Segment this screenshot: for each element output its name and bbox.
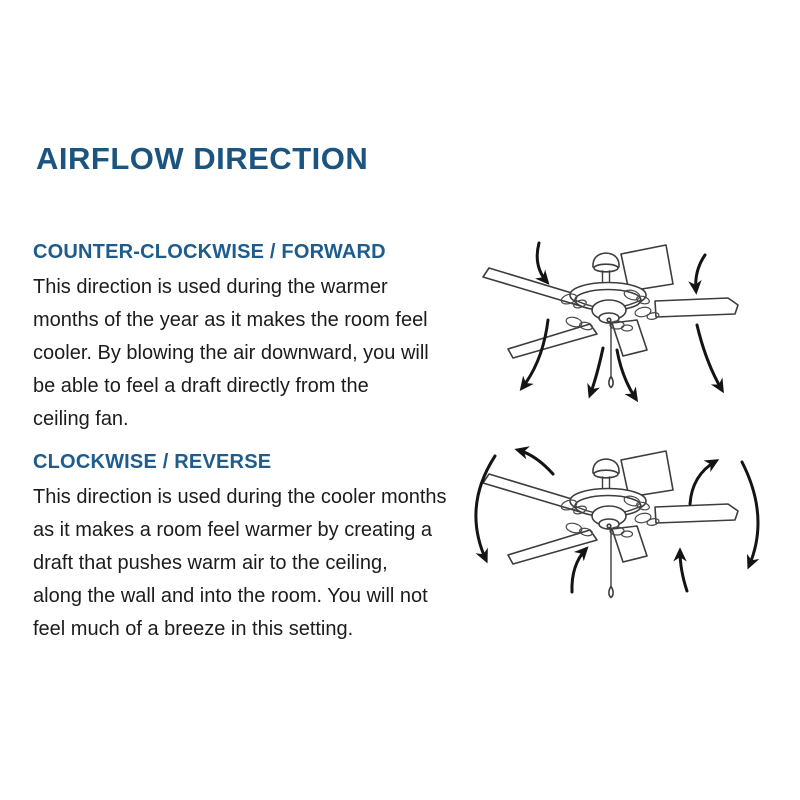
- section-heading-counter-clockwise: COUNTER-CLOCKWISE / FORWARD: [33, 241, 386, 263]
- up-arrow-icon: [518, 450, 553, 474]
- body-text-line: This direction is used during the cooler months: [33, 486, 447, 508]
- down-arrow-icon: [590, 348, 603, 395]
- ceiling-fan-downward-airflow-illustration: [458, 238, 798, 448]
- down-arrow-icon: [697, 325, 722, 390]
- body-text-line: as it makes a room feel warmer by creating a: [33, 519, 433, 541]
- up-arrow-icon: [690, 461, 716, 504]
- body-text-line: feel much of a breeze in this setting.: [33, 618, 354, 640]
- body-text-line: draft that pushes warm air to the ceiling,: [33, 552, 388, 574]
- down-arrow-icon: [537, 243, 547, 282]
- down-arrow-icon: [696, 255, 705, 291]
- down-wall-arrow-icon: [476, 456, 495, 560]
- up-arrow-icon: [680, 551, 687, 591]
- section-heading-clockwise: CLOCKWISE / REVERSE: [33, 451, 272, 473]
- ceiling-fan-upward-airflow-illustration: [458, 444, 798, 659]
- body-text-line: This direction is used during the warmer: [33, 276, 388, 298]
- page-title: AIRFLOW DIRECTION: [36, 141, 369, 176]
- body-text-line: ceiling fan.: [33, 408, 129, 430]
- up-arrow-icon: [572, 549, 586, 592]
- body-text-line: along the wall and into the room. You will not: [33, 585, 428, 607]
- down-wall-arrow-icon: [742, 462, 758, 566]
- section-body: [33, 481, 478, 646]
- section-counter-clockwise-forward: [33, 241, 478, 436]
- section-clockwise-reverse: [33, 451, 478, 646]
- section-body: [33, 271, 478, 436]
- body-text-line: cooler. By blowing the air downward, you will: [33, 342, 429, 364]
- body-text-line: be able to feel a draft directly from the: [33, 375, 369, 397]
- down-arrow-icon: [617, 350, 636, 399]
- body-text-line: months of the year as it makes the room feel: [33, 309, 428, 331]
